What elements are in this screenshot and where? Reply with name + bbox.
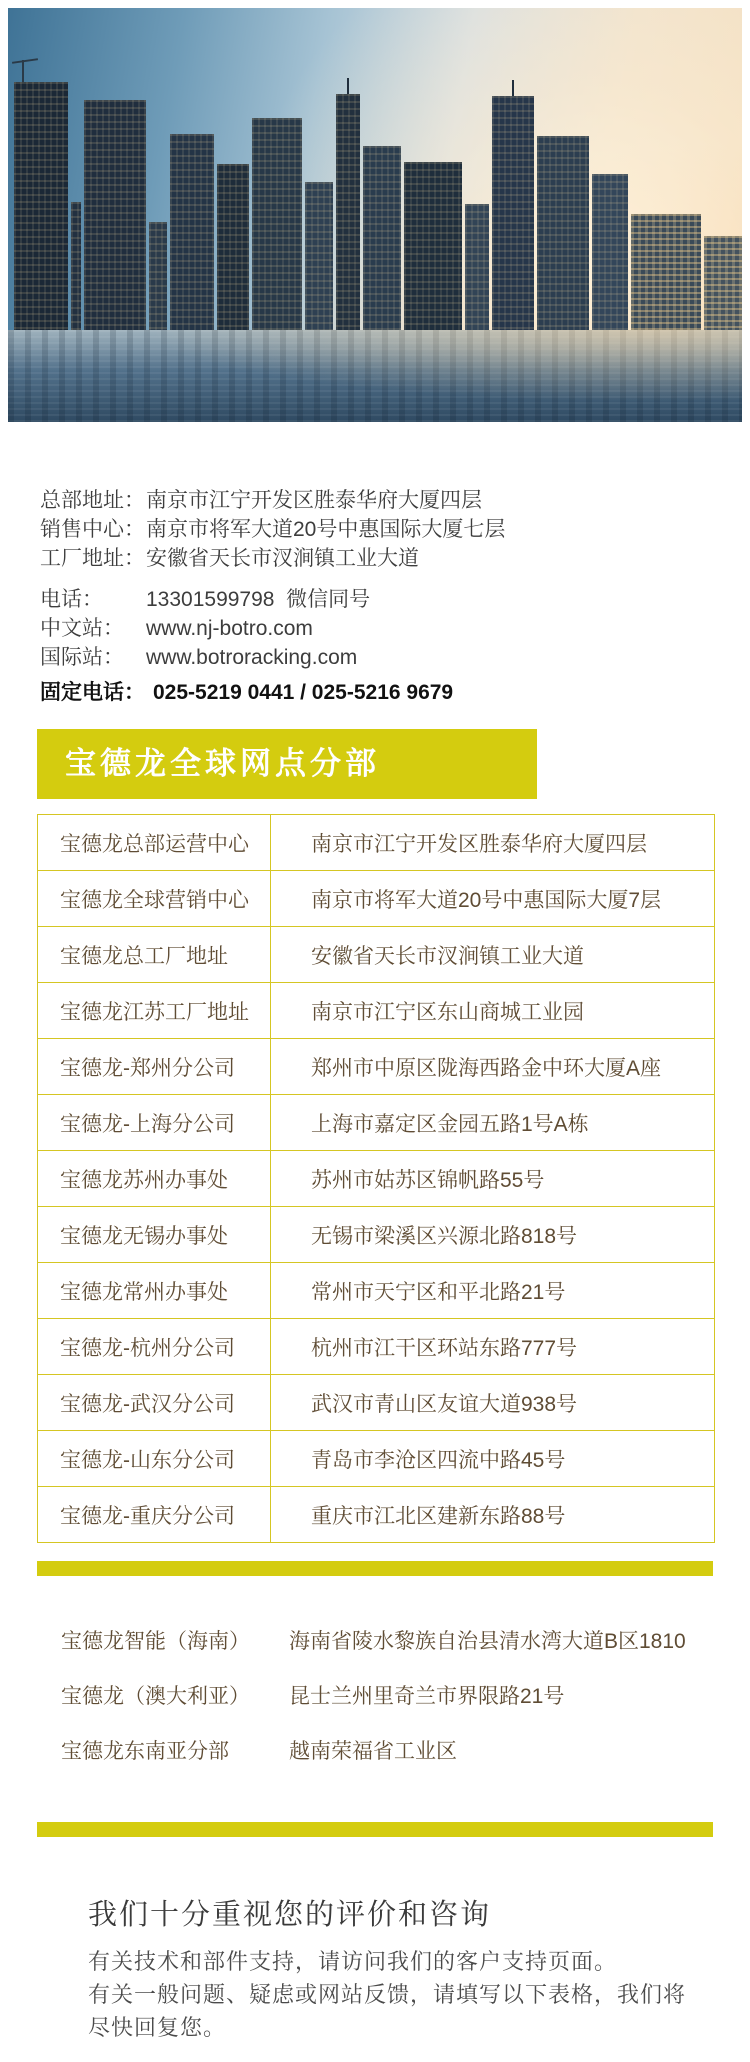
branch-name-cell: 宝德龙-郑州分公司 bbox=[38, 1039, 271, 1094]
branch-name: 宝德龙东南亚分部 bbox=[61, 1739, 229, 1763]
contact-line-intl-site bbox=[40, 643, 750, 672]
footer-line-support: 有关技术和部件支持，请访问我们的客户支持页面。 bbox=[88, 1949, 618, 1974]
footer-heading: 我们十分重视您的评价和咨询 bbox=[88, 1899, 492, 1931]
contact-line-landline bbox=[40, 678, 750, 707]
skyline-buildings bbox=[8, 70, 742, 330]
contact-line-sales bbox=[40, 515, 750, 544]
branch-address-cell: 无锡市梁溪区兴源北路818号 bbox=[311, 1224, 578, 1248]
contact-label: 国际站： bbox=[40, 646, 124, 669]
table-row bbox=[38, 1039, 714, 1095]
list-item bbox=[61, 1612, 750, 1667]
table-row bbox=[38, 1375, 714, 1431]
branch-name-cell: 宝德龙全球营销中心 bbox=[38, 871, 271, 926]
branch-name-cell: 宝德龙-杭州分公司 bbox=[38, 1319, 271, 1374]
branch-address-cell: 常州市天宁区和平北路21号 bbox=[311, 1280, 566, 1304]
contact-value: 南京市江宁开发区胜泰华府大厦四层 bbox=[146, 489, 482, 512]
contact-line-factory bbox=[40, 544, 750, 573]
intl-site-url: www.botroracking.com bbox=[146, 646, 358, 669]
contact-label: 中文站： bbox=[40, 617, 124, 640]
branch-name-cell: 宝德龙常州办事处 bbox=[38, 1263, 271, 1318]
branch-name: 宝德龙智能（海南） bbox=[61, 1629, 250, 1653]
hero-photo bbox=[8, 8, 742, 422]
table-row bbox=[38, 983, 714, 1039]
section-title: 宝德龙全球网点分部 bbox=[65, 746, 380, 781]
international-list bbox=[61, 1612, 750, 1777]
branch-address-cell: 上海市嘉定区金园五路1号A栋 bbox=[311, 1112, 589, 1136]
branch-address-cell: 南京市江宁开发区胜泰华府大厦四层 bbox=[311, 832, 647, 856]
branch-table bbox=[37, 814, 715, 1543]
branch-name-cell: 宝德龙总工厂地址 bbox=[38, 927, 271, 982]
table-row bbox=[38, 1319, 714, 1375]
contact-label: 固定电话： bbox=[40, 681, 145, 704]
list-item bbox=[61, 1722, 750, 1777]
branch-address: 海南省陵水黎族自治县清水湾大道B区1810 bbox=[289, 1629, 686, 1653]
contact-label: 总部地址： bbox=[40, 489, 145, 512]
table-row bbox=[38, 871, 714, 927]
branch-name-cell: 宝德龙-上海分公司 bbox=[38, 1095, 271, 1150]
divider-bar bbox=[37, 1822, 713, 1837]
branch-name-cell: 宝德龙-重庆分公司 bbox=[38, 1487, 271, 1542]
table-row bbox=[38, 1263, 714, 1319]
footer-section bbox=[88, 1895, 750, 2062]
table-row bbox=[38, 1095, 714, 1151]
contact-label: 销售中心： bbox=[40, 518, 145, 541]
list-item bbox=[61, 1667, 750, 1722]
branch-address-cell: 郑州市中原区陇海西路金中环大厦A座 bbox=[311, 1056, 662, 1080]
branch-address-cell: 南京市江宁区东山商城工业园 bbox=[311, 1000, 584, 1024]
contact-value: 南京市将军大道20号中惠国际大厦七层 bbox=[146, 518, 506, 541]
branch-address: 越南荣福省工业区 bbox=[289, 1739, 457, 1763]
table-row bbox=[38, 1151, 714, 1207]
branch-name-cell: 宝德龙-山东分公司 bbox=[38, 1431, 271, 1486]
contact-line-phone bbox=[40, 585, 750, 614]
branch-address-cell: 南京市将军大道20号中惠国际大厦7层 bbox=[311, 888, 662, 912]
contact-line-hq bbox=[40, 486, 750, 515]
table-row bbox=[38, 1207, 714, 1263]
branch-address-cell: 青岛市李沧区四流中路45号 bbox=[311, 1448, 566, 1472]
branch-address-cell: 武汉市青山区友谊大道938号 bbox=[311, 1392, 578, 1416]
branch-address-cell: 安徽省天长市汊涧镇工业大道 bbox=[311, 944, 584, 968]
branch-address: 昆士兰州里奇兰市界限路21号 bbox=[289, 1684, 565, 1708]
branch-name-cell: 宝德龙总部运营中心 bbox=[38, 815, 271, 870]
branch-name: 宝德龙（澳大利亚） bbox=[61, 1684, 250, 1708]
footer-line-feedback: 有关一般问题、疑虑或网站反馈，请填写以下表格，我们将尽快回复您。 bbox=[88, 1982, 687, 2040]
divider-bar bbox=[37, 1561, 713, 1576]
table-row bbox=[38, 927, 714, 983]
branch-address-cell: 杭州市江干区环站东路777号 bbox=[311, 1336, 578, 1360]
contact-value: 安徽省天长市汊涧镇工业大道 bbox=[146, 547, 419, 570]
table-row bbox=[38, 815, 714, 871]
table-row bbox=[38, 1487, 714, 1542]
contact-block bbox=[40, 486, 750, 707]
section-banner bbox=[37, 729, 537, 799]
branch-name-cell: 宝德龙江苏工厂地址 bbox=[38, 983, 271, 1038]
contact-label: 工厂地址： bbox=[40, 547, 145, 570]
water-reflection bbox=[8, 330, 742, 422]
cn-site-url: www.nj-botro.com bbox=[146, 617, 313, 640]
branch-address-cell: 苏州市姑苏区锦帆路55号 bbox=[311, 1168, 545, 1192]
branch-name-cell: 宝德龙苏州办事处 bbox=[38, 1151, 271, 1206]
landline-numbers: 025-5219 0441 / 025-5216 9679 bbox=[153, 681, 454, 704]
branch-name-cell: 宝德龙-武汉分公司 bbox=[38, 1375, 271, 1430]
footer-body bbox=[88, 1945, 688, 2044]
phone-number: 13301599798 微信同号 bbox=[146, 588, 371, 611]
branch-address-cell: 重庆市江北区建新东路88号 bbox=[311, 1504, 566, 1528]
table-row bbox=[38, 1431, 714, 1487]
contact-line-cn-site bbox=[40, 614, 750, 643]
branch-name-cell: 宝德龙无锡办事处 bbox=[38, 1207, 271, 1262]
contact-label: 电话： bbox=[40, 588, 103, 611]
